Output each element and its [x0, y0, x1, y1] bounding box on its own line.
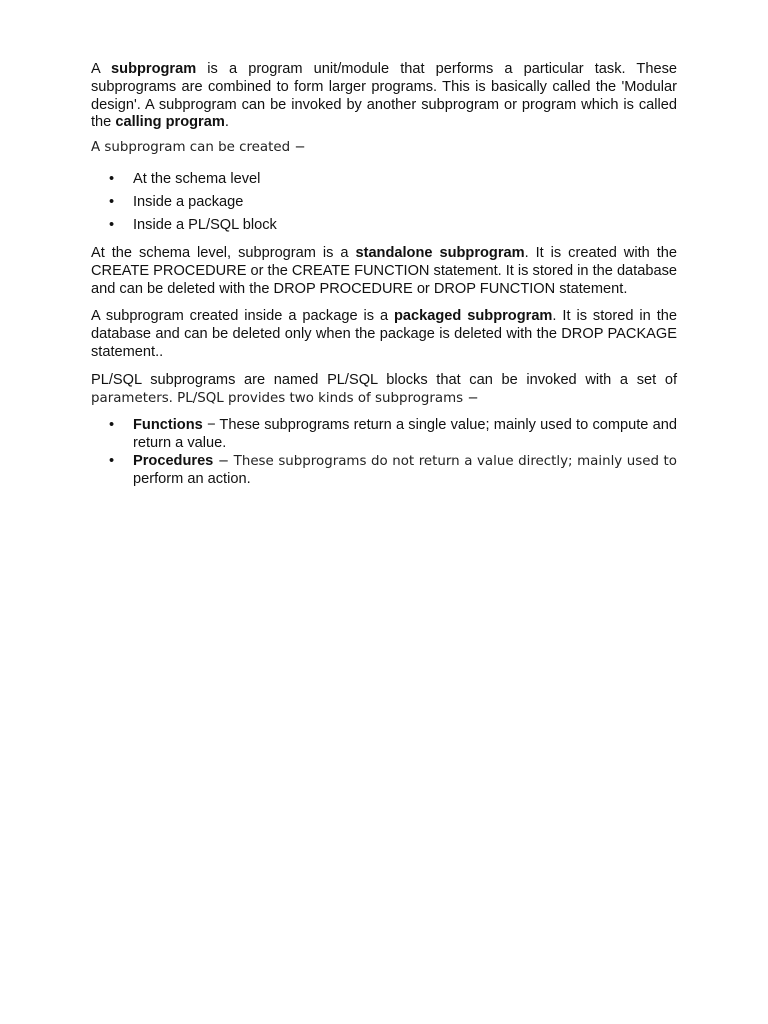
bullet-icon: •	[109, 452, 115, 469]
text: A	[91, 61, 112, 77]
text: is a program unit/module that performs a particular task. These subprograms are combined to form larger programs. This is basically called the 'Modular design'. A subprogram can be invoked by another subprogram or program which is called the	[91, 61, 677, 131]
bullet-icon: •	[109, 417, 115, 434]
list-item-text: − These subprograms do not return a value directly; mainly used to	[213, 453, 677, 469]
document-body	[91, 61, 677, 489]
list-item-text: perform an action.	[133, 470, 251, 487]
text: . It is created with the CREATE PROCEDURE or the CREATE FUNCTION statement. It is stored in the database and can be deleted with the DROP PROCEDURE or DROP FUNCTION statement.	[91, 244, 678, 297]
list-item-functions	[91, 417, 677, 453]
text: .	[224, 114, 229, 131]
list-item-text: At the schema level	[133, 170, 261, 187]
paragraph-standalone	[91, 245, 677, 298]
list-item-text: Inside a PL/SQL block	[133, 216, 277, 233]
list-item	[91, 168, 677, 191]
list-item-text: − These subprograms return a single value; mainly used to compute and return a value.	[133, 417, 677, 452]
text: . It is stored in the database and can be deleted only when the package is deleted with the DROP PACKAGE statement..	[91, 308, 677, 360]
creation-list	[91, 168, 677, 237]
text: A subprogram created inside a package is a	[91, 308, 395, 325]
list-item	[91, 214, 677, 237]
list-item	[91, 191, 677, 214]
paragraph-plsql	[91, 372, 677, 408]
kinds-list	[91, 417, 677, 488]
bold-term-standalone: standalone subprogram	[355, 244, 525, 261]
bold-term-subprogram: subprogram	[111, 61, 197, 77]
list-item-procedures	[91, 453, 677, 489]
paragraph-packaged	[91, 308, 677, 361]
bold-term-calling-program: calling program	[115, 114, 225, 131]
text: At the schema level, subprogram is a	[91, 244, 356, 261]
text: PL/SQL subprograms are named PL/SQL blocks that can be invoked with a set of	[91, 371, 677, 388]
bullet-icon: •	[109, 216, 115, 233]
bullet-icon: •	[109, 193, 115, 210]
bold-term-procedures: Procedures	[133, 452, 214, 469]
bullet-icon: •	[109, 170, 115, 187]
paragraph-created: A subprogram can be created −	[91, 140, 306, 156]
bold-term-functions: Functions	[133, 417, 203, 434]
list-item-text: Inside a package	[133, 193, 244, 210]
bold-term-packaged: packaged subprogram	[394, 308, 553, 325]
text: parameters. PL/SQL provides two kinds of subprograms −	[91, 390, 479, 406]
paragraph-intro	[91, 61, 677, 132]
